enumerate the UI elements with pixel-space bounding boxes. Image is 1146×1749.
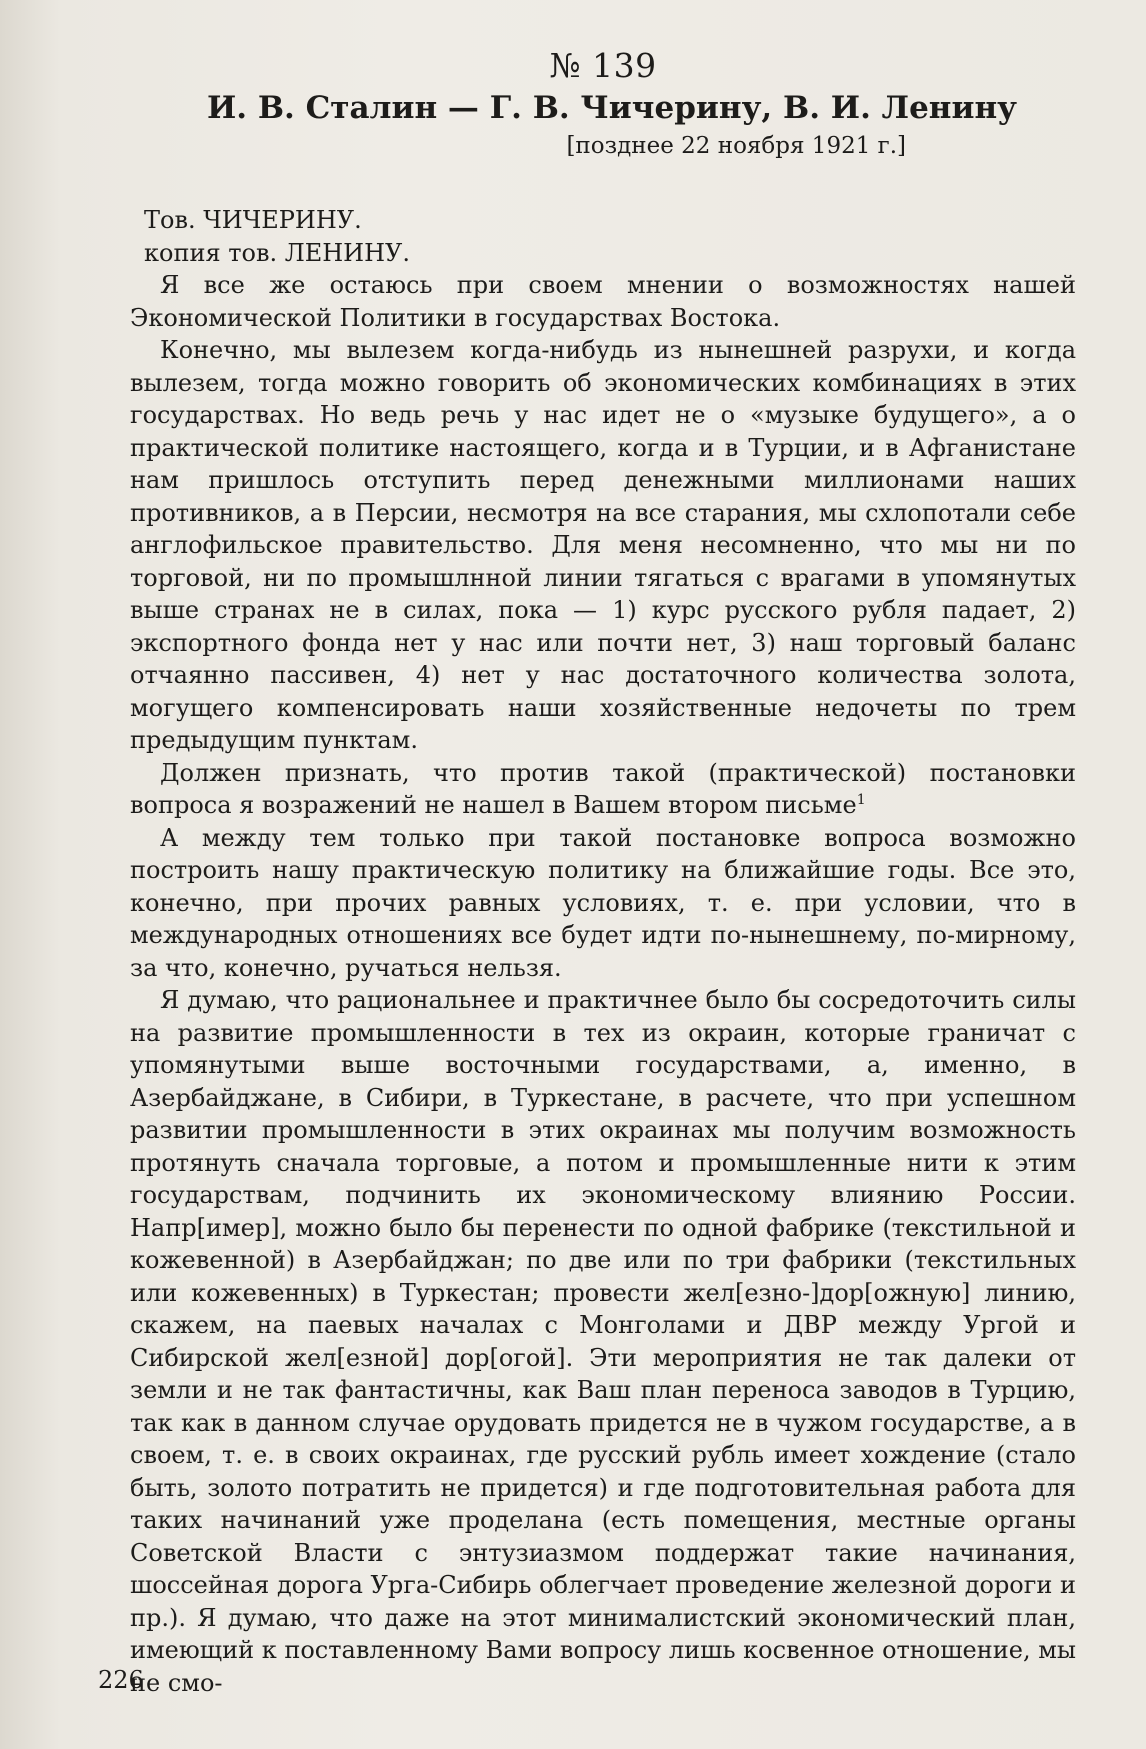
- document-number: № 139: [549, 46, 657, 85]
- footnote-reference: 1: [856, 792, 866, 808]
- addressee-line: Тов. ЧИЧЕРИНУ.: [144, 206, 362, 234]
- paragraph: [130, 757, 1076, 822]
- paragraph-text: Должен признать, что против такой (практической) постановки вопроса я возражений не нашел в Вашем втором письме: [130, 758, 1076, 819]
- document-title: И. В. Сталин — Г. В. Чичерину, В. И. Ленину: [206, 90, 1018, 126]
- paragraph: Я все же остаюсь при своем мнении о возможностях нашей Экономической Политики в государствах Востока.: [130, 271, 1076, 332]
- page-number: 226: [98, 1666, 144, 1694]
- paragraph: Конечно, мы вылезем когда-нибудь из нынешней разрухи, и когда вылезем, тогда можно говорить об экономических комбинациях в этих государствах. Но ведь речь у нас идет не о «музыке будущего», а о практической политике настоящего, когда и в Турции, и в Афганистане нам пришлось отступить перед денежными миллионами наших противников, а в Персии, несмотря на все старания, мы схлопотали себе англофильское правительство. Для меня несомненно, что мы ни по торговой, ни по промышлнной линии тягаться с врагами в упомянутых выше странах не в силах, пока — 1) курс русского рубля падает, 2) экспортного фонда нет у нас или почти нет, 3) наш торговый баланс отчаянно пассивен, 4) нет у нас достаточного количества золота, могущего компенсировать наши хозяйственные недочеты по трем предыдущим пунктам.: [130, 336, 1076, 754]
- copy-addressee-line: копия тов. ЛЕНИНУ.: [144, 238, 411, 267]
- letter-body: [130, 269, 1076, 1699]
- paragraph: А между тем только при такой постановке вопроса возможно построить нашу практическую политику на ближайшие годы. Все это, конечно, при прочих равных условиях, т. е. при условии, что в международных отношениях все будет идти по-нынешнему, по-мирному, за что, конечно, ручаться нельзя.: [130, 823, 1076, 982]
- addressee-block: [130, 204, 1076, 269]
- paragraph: Я думаю, что рациональнее и практичнее было бы сосредоточить силы на развитие промышленности в тех из окраин, которые граничат с упомянутыми выше восточными государствами, а, именно, в Азербайджане, в Сибири, в Туркестане, в расчете, что при успешном развитии промышленности в этих окраинах мы получим возможность протянуть сначала торговые, а потом и промышленные нити к этим государствам, подчинить их экономическому влиянию России. Напр[имер], можно было бы перенести по одной фабрике (текстильной и кожевенной) в Азербайджан; по две или по три фабрики (текстильных или кожевенных) в Туркестан; провести жел[езно-]дор[ожную] линию, скажем, на паевых началах с Монголами и ДВР между Ургой и Сибирской жел[езной] дор[огой]. Эти мероприятия не так далеки от земли и не так фантастичны, как Ваш план переноса заводов в Турцию, так как в данном случае орудовать придется не в чужом государстве, а в своем, т. е. в своих окраинах, где русский рубль имеет хождение (стало быть, золото потратить не придется) и где подготовительная работа для таких начинаний уже проделана (есть помещения, местные органы Советской Власти с энтузиазмом поддержат такие начинания, шоссейная дорога Урга-Сибирь облегчает проведение железной дороги и пр.). Я думаю, что даже на этот минималистский экономический план, имеющий к поставленному Вами вопросу лишь косвенное отношение, мы не смо-: [130, 986, 1076, 1697]
- document-date: [позднее 22 ноября 1921 г.]: [566, 133, 906, 159]
